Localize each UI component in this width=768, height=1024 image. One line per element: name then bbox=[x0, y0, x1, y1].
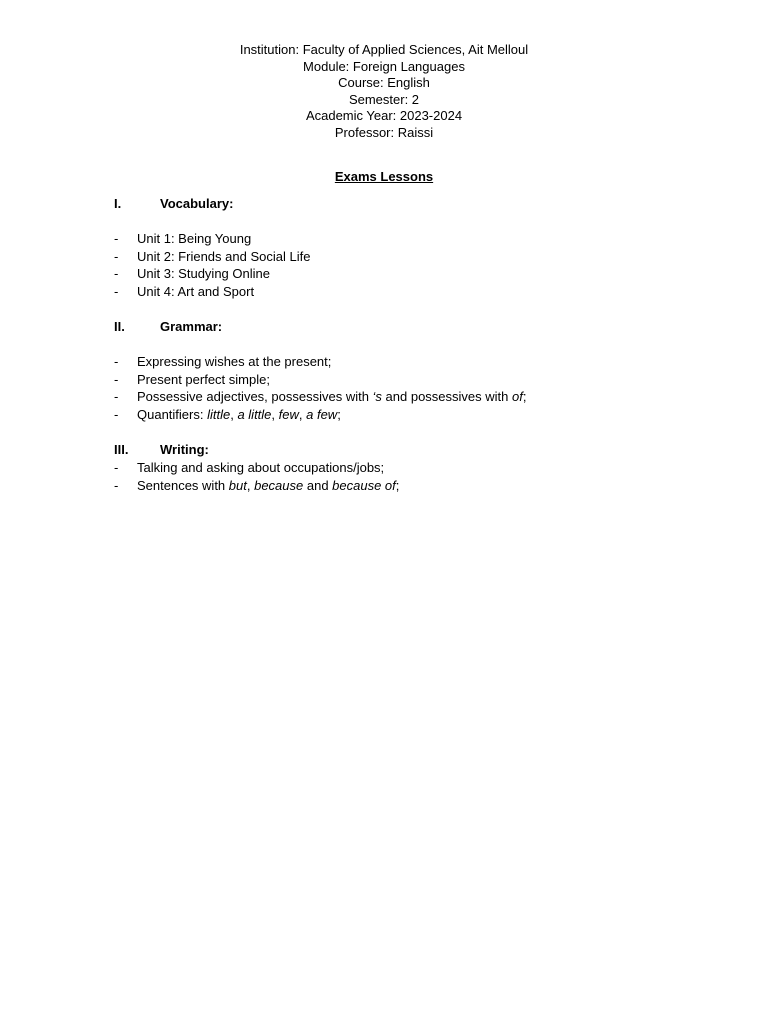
italic-term: few bbox=[278, 406, 299, 422]
section-number: I. bbox=[114, 196, 122, 211]
list-item bbox=[114, 459, 399, 477]
list-item-text: Unit 1: Being Young bbox=[137, 231, 252, 246]
text-run: , bbox=[246, 477, 255, 493]
semester-line: Semester: 2 bbox=[348, 91, 420, 107]
document-title: Exams Lessons bbox=[334, 169, 434, 184]
text-run: ; bbox=[522, 389, 527, 404]
list-item bbox=[114, 353, 526, 371]
bullet-dash: - bbox=[114, 406, 119, 422]
section-title: Writing: bbox=[160, 442, 209, 457]
vocabulary-list bbox=[114, 230, 310, 300]
list-item-text: Present perfect simple; bbox=[137, 371, 270, 387]
list-item-text bbox=[137, 478, 399, 493]
academic-year-line: Academic Year: 2023-2024 bbox=[305, 108, 463, 123]
professor-line: Professor: Raissi bbox=[334, 124, 434, 140]
list-item-text: Expressing wishes at the present; bbox=[137, 354, 332, 369]
course-line: Course: English bbox=[338, 75, 430, 90]
italic-term: but bbox=[228, 477, 247, 493]
grammar-list bbox=[114, 353, 526, 423]
document-header bbox=[0, 42, 768, 141]
text-run: , bbox=[271, 406, 279, 422]
text-run: Quantifiers: bbox=[137, 406, 208, 422]
section-title: Grammar: bbox=[160, 319, 223, 334]
text-run: and possessives with bbox=[381, 389, 513, 404]
list-item-text: Unit 2: Friends and Social Life bbox=[137, 248, 311, 264]
bullet-dash: - bbox=[114, 389, 119, 404]
text-run: , bbox=[298, 406, 307, 422]
text-run: Sentences with bbox=[137, 477, 229, 493]
bullet-dash: - bbox=[114, 231, 119, 246]
list-item bbox=[114, 406, 526, 424]
italic-term: little bbox=[207, 406, 231, 422]
text-run: , bbox=[230, 406, 238, 422]
section-heading-vocabulary bbox=[114, 195, 233, 212]
institution-line: Institution: Faculty of Applied Sciences, Ait Melloul bbox=[239, 42, 529, 57]
writing-list bbox=[114, 459, 399, 494]
section-number: III. bbox=[114, 442, 129, 457]
list-item-text: Talking and asking about occupations/jobs; bbox=[137, 460, 385, 475]
bullet-dash: - bbox=[114, 354, 119, 369]
bullet-dash: - bbox=[114, 477, 119, 493]
list-item bbox=[114, 230, 310, 248]
list-item-text: Unit 3: Studying Online bbox=[137, 266, 270, 281]
list-item-text bbox=[137, 407, 341, 422]
section-heading-writing bbox=[114, 441, 209, 458]
bullet-dash: - bbox=[114, 460, 119, 475]
text-run: Possessive adjectives, possessives with bbox=[137, 389, 373, 404]
section-heading-grammar bbox=[114, 318, 222, 335]
bullet-dash: - bbox=[114, 248, 119, 264]
italic-term: because of bbox=[332, 477, 396, 493]
italic-term: ‘s bbox=[372, 389, 382, 404]
list-item bbox=[114, 248, 310, 266]
section-title: Vocabulary: bbox=[160, 196, 234, 211]
list-item bbox=[114, 283, 310, 301]
bullet-dash: - bbox=[114, 283, 119, 299]
list-item-text: Unit 4: Art and Sport bbox=[137, 283, 255, 299]
list-item bbox=[114, 265, 310, 283]
module-line: Module: Foreign Languages bbox=[303, 58, 465, 74]
text-run: ; bbox=[395, 477, 400, 493]
section-number: II. bbox=[114, 319, 125, 334]
italic-term: of bbox=[512, 389, 523, 404]
text-run: and bbox=[303, 477, 333, 493]
list-item bbox=[114, 388, 526, 406]
bullet-dash: - bbox=[114, 266, 119, 281]
list-item bbox=[114, 477, 399, 495]
list-item bbox=[114, 371, 526, 389]
text-run: ; bbox=[337, 406, 341, 422]
bullet-dash: - bbox=[114, 371, 119, 387]
italic-term: a few bbox=[306, 406, 338, 422]
list-item-text bbox=[137, 389, 526, 404]
italic-term: because bbox=[254, 477, 304, 493]
italic-term: a little bbox=[237, 406, 272, 422]
